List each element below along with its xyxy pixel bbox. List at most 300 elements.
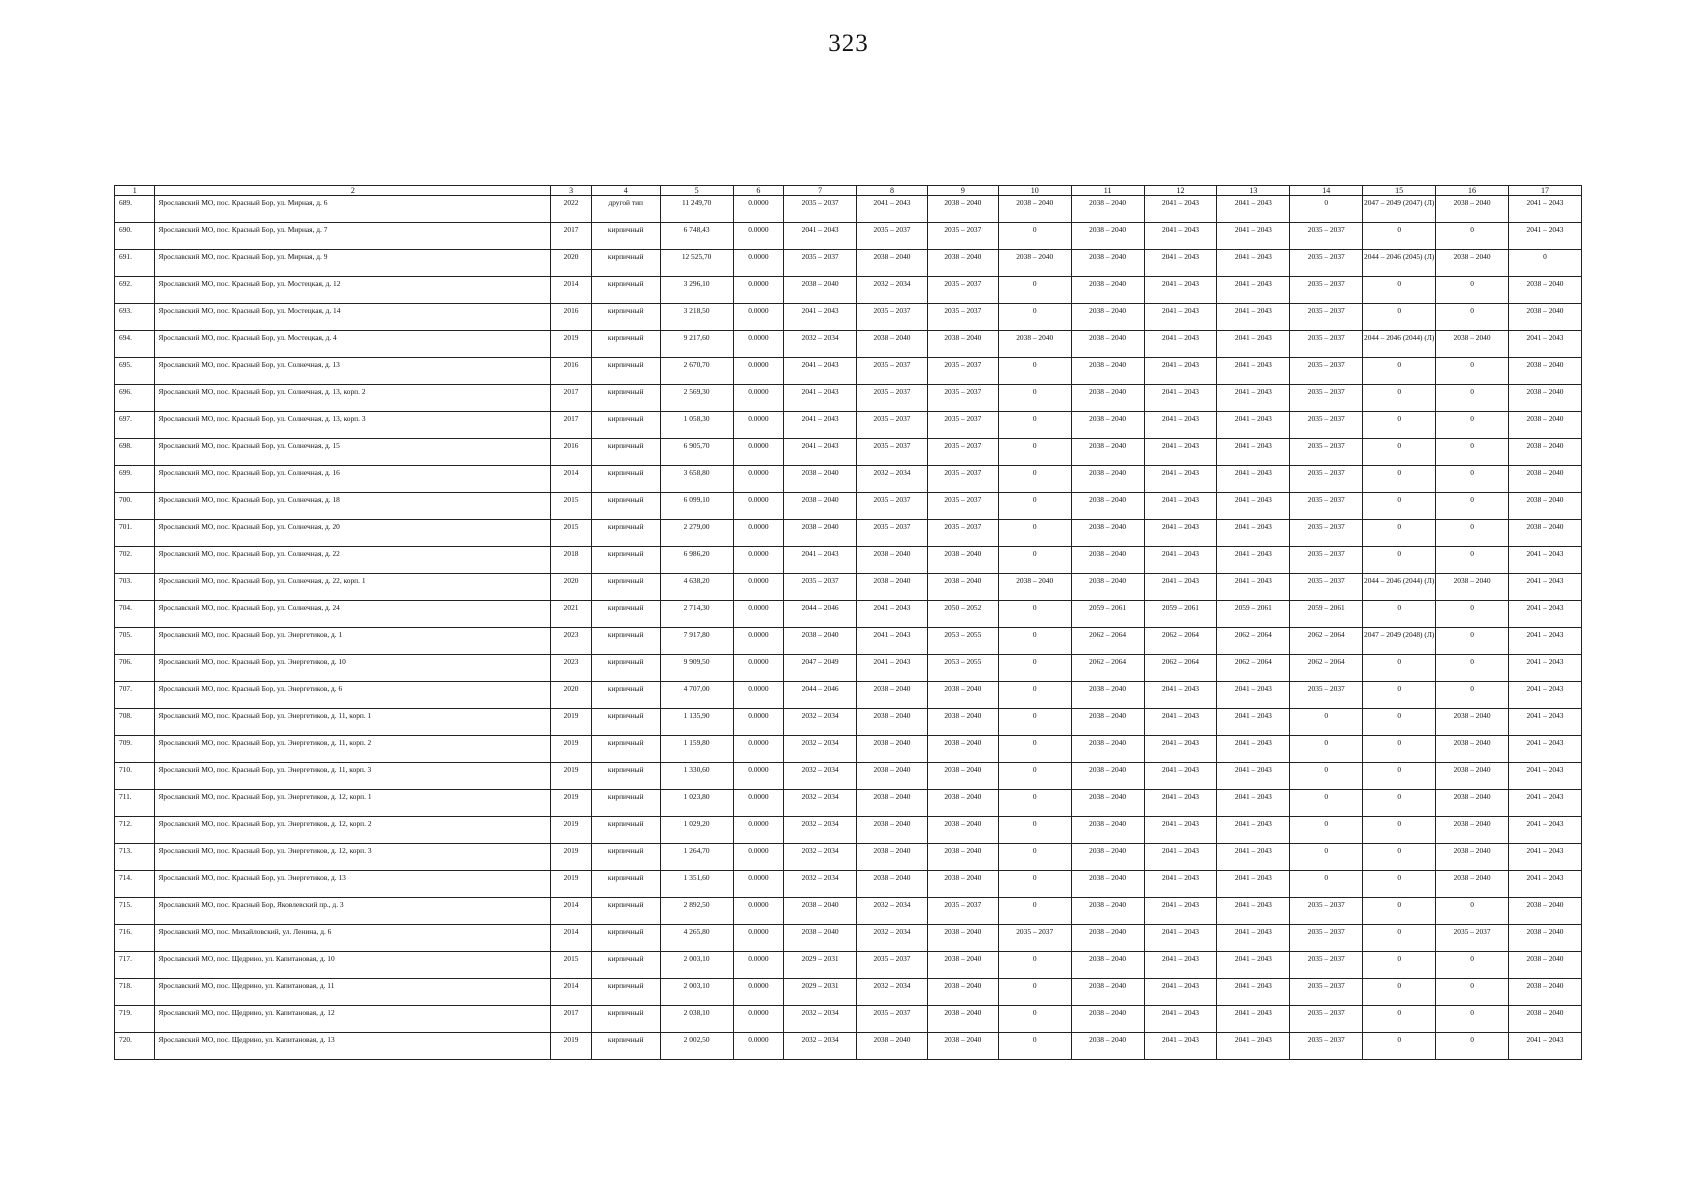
table-cell-col-13: 2062 – 2064 (1217, 628, 1290, 655)
table-cell-col-9: 2035 – 2037 (927, 898, 998, 925)
column-header-12: 12 (1144, 186, 1217, 196)
table-cell-col-5: 1 351,60 (660, 871, 733, 898)
table-cell-col-3: 2017 (551, 385, 591, 412)
table-cell-col-13: 2041 – 2043 (1217, 952, 1290, 979)
table-cell-col-3: 2023 (551, 628, 591, 655)
table-cell-col-4: кирпичный (591, 871, 660, 898)
table-cell-col-12: 2041 – 2043 (1144, 682, 1217, 709)
table-cell-col-9: 2038 – 2040 (927, 871, 998, 898)
table-cell-col-3: 2017 (551, 412, 591, 439)
column-header-14: 14 (1290, 186, 1363, 196)
table-cell-col-12: 2041 – 2043 (1144, 331, 1217, 358)
table-cell-col-8: 2038 – 2040 (857, 331, 928, 358)
column-header-1: 1 (115, 186, 155, 196)
table-cell-col-13: 2041 – 2043 (1217, 1006, 1290, 1033)
table-cell-col-16: 0 (1436, 898, 1509, 925)
table-cell-col-13: 2041 – 2043 (1217, 790, 1290, 817)
table-cell-col-15: 0 (1363, 304, 1436, 331)
table-cell-col-8: 2041 – 2043 (857, 628, 928, 655)
table-cell-col-15: 0 (1363, 871, 1436, 898)
table-cell-col-5: 1 058,30 (660, 412, 733, 439)
table-cell-col-4: кирпичный (591, 709, 660, 736)
table-cell-col-16: 2038 – 2040 (1436, 196, 1509, 223)
table-cell-col-13: 2041 – 2043 (1217, 196, 1290, 223)
table-cell-col-9: 2035 – 2037 (927, 223, 998, 250)
table-cell-col-7: 2032 – 2034 (784, 790, 857, 817)
table-row (115, 466, 1582, 493)
table-row (115, 439, 1582, 466)
table-cell-col-14: 2035 – 2037 (1290, 898, 1363, 925)
table-cell-col-3: 2015 (551, 520, 591, 547)
table-row (115, 1006, 1582, 1033)
table-cell-col-9: 2035 – 2037 (927, 385, 998, 412)
table-cell-col-2: Ярославский МО, пос. Красный Бор, ул. Солнечная, д. 13, корп. 2 (155, 385, 551, 412)
table-cell-col-8: 2038 – 2040 (857, 250, 928, 277)
table-cell-col-15: 0 (1363, 898, 1436, 925)
table-cell-col-17: 2041 – 2043 (1509, 628, 1582, 655)
table-cell-col-16: 0 (1436, 385, 1509, 412)
table-cell-col-6: 0.0000 (733, 250, 784, 277)
table-cell-col-11: 2038 – 2040 (1071, 682, 1144, 709)
table-cell-col-2: Ярославский МО, пос. Красный Бор, ул. Энергетиков, д. 6 (155, 682, 551, 709)
table-cell-col-17: 2041 – 2043 (1509, 1033, 1582, 1060)
table-cell-col-1: 707. (115, 682, 155, 709)
table-cell-col-1: 700. (115, 493, 155, 520)
table-cell-col-17: 2041 – 2043 (1509, 871, 1582, 898)
table-cell-col-10: 0 (998, 709, 1071, 736)
table-cell-col-7: 2044 – 2046 (784, 682, 857, 709)
table-cell-col-3: 2019 (551, 817, 591, 844)
table-cell-col-3: 2020 (551, 250, 591, 277)
table-cell-col-5: 12 525,70 (660, 250, 733, 277)
table-cell-col-2: Ярославский МО, пос. Красный Бор, Яковлевский пр., д. 3 (155, 898, 551, 925)
table-cell-col-15: 0 (1363, 520, 1436, 547)
table-cell-col-9: 2038 – 2040 (927, 682, 998, 709)
table-cell-col-8: 2032 – 2034 (857, 466, 928, 493)
table-cell-col-17: 2041 – 2043 (1509, 790, 1582, 817)
table-cell-col-9: 2053 – 2055 (927, 655, 998, 682)
table-cell-col-7: 2041 – 2043 (784, 547, 857, 574)
table-cell-col-8: 2035 – 2037 (857, 439, 928, 466)
table-cell-col-9: 2038 – 2040 (927, 925, 998, 952)
table-cell-col-4: кирпичный (591, 493, 660, 520)
table-cell-col-11: 2038 – 2040 (1071, 385, 1144, 412)
table-cell-col-17: 2041 – 2043 (1509, 196, 1582, 223)
table-cell-col-15: 0 (1363, 466, 1436, 493)
table-cell-col-12: 2041 – 2043 (1144, 304, 1217, 331)
table-cell-col-15: 0 (1363, 844, 1436, 871)
table-cell-col-7: 2041 – 2043 (784, 358, 857, 385)
table-cell-col-14: 2035 – 2037 (1290, 304, 1363, 331)
table-cell-col-6: 0.0000 (733, 1006, 784, 1033)
table-cell-col-8: 2038 – 2040 (857, 790, 928, 817)
table-cell-col-11: 2038 – 2040 (1071, 574, 1144, 601)
table-cell-col-15: 0 (1363, 817, 1436, 844)
table-cell-col-17: 2041 – 2043 (1509, 682, 1582, 709)
table-cell-col-1: 703. (115, 574, 155, 601)
table-cell-col-2: Ярославский МО, пос. Красный Бор, ул. Энергетиков, д. 11, корп. 1 (155, 709, 551, 736)
table-row (115, 358, 1582, 385)
table-cell-col-6: 0.0000 (733, 493, 784, 520)
table-cell-col-15: 0 (1363, 655, 1436, 682)
table-cell-col-7: 2029 – 2031 (784, 952, 857, 979)
table-cell-col-7: 2047 – 2049 (784, 655, 857, 682)
table-cell-col-16: 2038 – 2040 (1436, 871, 1509, 898)
table-cell-col-17: 2038 – 2040 (1509, 898, 1582, 925)
table-row (115, 520, 1582, 547)
table-cell-col-6: 0.0000 (733, 682, 784, 709)
table-cell-col-13: 2059 – 2061 (1217, 601, 1290, 628)
table-cell-col-13: 2041 – 2043 (1217, 331, 1290, 358)
table-body (115, 196, 1582, 1060)
table-cell-col-16: 0 (1436, 952, 1509, 979)
table-cell-col-4: кирпичный (591, 790, 660, 817)
table-cell-col-11: 2038 – 2040 (1071, 358, 1144, 385)
table-cell-col-17: 0 (1509, 250, 1582, 277)
table-cell-col-16: 2038 – 2040 (1436, 250, 1509, 277)
table-row (115, 412, 1582, 439)
table-cell-col-3: 2019 (551, 844, 591, 871)
table-cell-col-17: 2038 – 2040 (1509, 520, 1582, 547)
table-cell-col-9: 2038 – 2040 (927, 196, 998, 223)
table-cell-col-13: 2041 – 2043 (1217, 385, 1290, 412)
table-cell-col-2: Ярославский МО, пос. Красный Бор, ул. Солнечная, д. 18 (155, 493, 551, 520)
table-cell-col-1: 720. (115, 1033, 155, 1060)
table-cell-col-17: 2041 – 2043 (1509, 601, 1582, 628)
table-cell-col-13: 2041 – 2043 (1217, 709, 1290, 736)
table-cell-col-1: 693. (115, 304, 155, 331)
table-cell-col-15: 0 (1363, 385, 1436, 412)
table-cell-col-14: 2035 – 2037 (1290, 1006, 1363, 1033)
table-row (115, 844, 1582, 871)
table-cell-col-5: 6 748,43 (660, 223, 733, 250)
table-cell-col-5: 6 099,10 (660, 493, 733, 520)
table-cell-col-10: 0 (998, 304, 1071, 331)
table-cell-col-5: 11 249,70 (660, 196, 733, 223)
table-cell-col-7: 2041 – 2043 (784, 385, 857, 412)
table-cell-col-11: 2038 – 2040 (1071, 844, 1144, 871)
table-cell-col-14: 0 (1290, 817, 1363, 844)
table-cell-col-11: 2038 – 2040 (1071, 520, 1144, 547)
table-cell-col-14: 2035 – 2037 (1290, 979, 1363, 1006)
table-cell-col-10: 2038 – 2040 (998, 250, 1071, 277)
table-cell-col-1: 692. (115, 277, 155, 304)
table-cell-col-11: 2038 – 2040 (1071, 763, 1144, 790)
column-header-8: 8 (857, 186, 928, 196)
table-cell-col-5: 6 986,20 (660, 547, 733, 574)
table-cell-col-14: 2035 – 2037 (1290, 952, 1363, 979)
table-cell-col-10: 0 (998, 385, 1071, 412)
table-cell-col-14: 2059 – 2061 (1290, 601, 1363, 628)
table-cell-col-17: 2041 – 2043 (1509, 331, 1582, 358)
table-cell-col-2: Ярославский МО, пос. Красный Бор, ул. Энергетиков, д. 10 (155, 655, 551, 682)
table-cell-col-6: 0.0000 (733, 871, 784, 898)
table-cell-col-14: 2035 – 2037 (1290, 493, 1363, 520)
table-cell-col-15: 0 (1363, 223, 1436, 250)
table-cell-col-15: 0 (1363, 709, 1436, 736)
table-cell-col-17: 2041 – 2043 (1509, 223, 1582, 250)
table-cell-col-7: 2032 – 2034 (784, 817, 857, 844)
table-cell-col-17: 2038 – 2040 (1509, 412, 1582, 439)
table-cell-col-8: 2032 – 2034 (857, 979, 928, 1006)
table-cell-col-9: 2035 – 2037 (927, 358, 998, 385)
table-cell-col-13: 2041 – 2043 (1217, 1033, 1290, 1060)
table-row (115, 196, 1582, 223)
table-row (115, 790, 1582, 817)
table-cell-col-15: 2047 – 2049 (2048) (Л) (1363, 628, 1436, 655)
table-cell-col-8: 2035 – 2037 (857, 223, 928, 250)
table-cell-col-13: 2041 – 2043 (1217, 304, 1290, 331)
table-cell-col-13: 2041 – 2043 (1217, 925, 1290, 952)
table-cell-col-10: 0 (998, 547, 1071, 574)
table-cell-col-13: 2041 – 2043 (1217, 979, 1290, 1006)
table-cell-col-9: 2038 – 2040 (927, 763, 998, 790)
table-cell-col-3: 2021 (551, 601, 591, 628)
table-row (115, 1033, 1582, 1060)
table-cell-col-17: 2038 – 2040 (1509, 304, 1582, 331)
table-cell-col-9: 2038 – 2040 (927, 979, 998, 1006)
table-cell-col-15: 2047 – 2049 (2047) (Л) (1363, 196, 1436, 223)
table-cell-col-2: Ярославский МО, пос. Красный Бор, ул. Мостецкая, д. 12 (155, 277, 551, 304)
table-cell-col-2: Ярославский МО, пос. Красный Бор, ул. Солнечная, д. 22, корп. 1 (155, 574, 551, 601)
table-cell-col-13: 2041 – 2043 (1217, 439, 1290, 466)
table-cell-col-6: 0.0000 (733, 979, 784, 1006)
table-cell-col-17: 2041 – 2043 (1509, 655, 1582, 682)
table-cell-col-4: кирпичный (591, 385, 660, 412)
table-cell-col-11: 2038 – 2040 (1071, 412, 1144, 439)
table-cell-col-8: 2038 – 2040 (857, 871, 928, 898)
table-cell-col-1: 698. (115, 439, 155, 466)
table-cell-col-11: 2038 – 2040 (1071, 439, 1144, 466)
table-cell-col-9: 2038 – 2040 (927, 1033, 998, 1060)
table-cell-col-15: 0 (1363, 682, 1436, 709)
table-cell-col-10: 0 (998, 358, 1071, 385)
table-cell-col-12: 2041 – 2043 (1144, 790, 1217, 817)
table-cell-col-11: 2038 – 2040 (1071, 952, 1144, 979)
table-cell-col-12: 2041 – 2043 (1144, 925, 1217, 952)
table-cell-col-17: 2038 – 2040 (1509, 493, 1582, 520)
table-cell-col-5: 2 569,30 (660, 385, 733, 412)
header-row (115, 186, 1582, 196)
table-cell-col-16: 2038 – 2040 (1436, 817, 1509, 844)
table-cell-col-3: 2014 (551, 979, 591, 1006)
table-cell-col-14: 2035 – 2037 (1290, 925, 1363, 952)
table-cell-col-14: 0 (1290, 871, 1363, 898)
table-cell-col-4: кирпичный (591, 358, 660, 385)
table-cell-col-16: 0 (1436, 304, 1509, 331)
table-cell-col-9: 2038 – 2040 (927, 709, 998, 736)
table-cell-col-17: 2041 – 2043 (1509, 763, 1582, 790)
table-cell-col-3: 2022 (551, 196, 591, 223)
table-cell-col-11: 2038 – 2040 (1071, 736, 1144, 763)
table-cell-col-16: 0 (1436, 1033, 1509, 1060)
table-cell-col-9: 2035 – 2037 (927, 277, 998, 304)
table-cell-col-14: 0 (1290, 763, 1363, 790)
table-cell-col-4: кирпичный (591, 439, 660, 466)
table-row (115, 601, 1582, 628)
table-cell-col-9: 2038 – 2040 (927, 574, 998, 601)
table-row (115, 979, 1582, 1006)
table-cell-col-1: 714. (115, 871, 155, 898)
table-cell-col-17: 2038 – 2040 (1509, 466, 1582, 493)
table-cell-col-4: кирпичный (591, 250, 660, 277)
table-cell-col-17: 2038 – 2040 (1509, 439, 1582, 466)
table-cell-col-1: 697. (115, 412, 155, 439)
table-cell-col-5: 1 135,90 (660, 709, 733, 736)
table-cell-col-7: 2035 – 2037 (784, 574, 857, 601)
table-cell-col-6: 0.0000 (733, 790, 784, 817)
table-cell-col-10: 0 (998, 601, 1071, 628)
table-cell-col-8: 2035 – 2037 (857, 493, 928, 520)
table-cell-col-6: 0.0000 (733, 817, 784, 844)
table-cell-col-4: кирпичный (591, 520, 660, 547)
table-cell-col-10: 0 (998, 952, 1071, 979)
table-cell-col-10: 0 (998, 763, 1071, 790)
table-cell-col-1: 718. (115, 979, 155, 1006)
table-cell-col-7: 2038 – 2040 (784, 520, 857, 547)
table-row (115, 277, 1582, 304)
table-cell-col-2: Ярославский МО, пос. Красный Бор, ул. Энергетиков, д. 11, корп. 2 (155, 736, 551, 763)
table-row (115, 628, 1582, 655)
column-header-4: 4 (591, 186, 660, 196)
table-cell-col-9: 2038 – 2040 (927, 1006, 998, 1033)
table-cell-col-17: 2038 – 2040 (1509, 1006, 1582, 1033)
table-cell-col-2: Ярославский МО, пос. Красный Бор, ул. Солнечная, д. 13, корп. 3 (155, 412, 551, 439)
table-cell-col-8: 2038 – 2040 (857, 763, 928, 790)
table-cell-col-16: 0 (1436, 682, 1509, 709)
table-cell-col-15: 2044 – 2046 (2044) (Л) (1363, 574, 1436, 601)
table-cell-col-17: 2038 – 2040 (1509, 979, 1582, 1006)
table-cell-col-16: 2038 – 2040 (1436, 331, 1509, 358)
table-cell-col-3: 2016 (551, 304, 591, 331)
table-cell-col-12: 2041 – 2043 (1144, 574, 1217, 601)
table-cell-col-5: 2 003,10 (660, 979, 733, 1006)
table-cell-col-7: 2032 – 2034 (784, 1033, 857, 1060)
table-cell-col-1: 708. (115, 709, 155, 736)
table-cell-col-5: 4 265,80 (660, 925, 733, 952)
table-cell-col-6: 0.0000 (733, 439, 784, 466)
table-cell-col-8: 2041 – 2043 (857, 601, 928, 628)
table-row (115, 898, 1582, 925)
table-cell-col-3: 2017 (551, 1006, 591, 1033)
table-cell-col-5: 3 658,80 (660, 466, 733, 493)
table-cell-col-1: 715. (115, 898, 155, 925)
table-cell-col-16: 0 (1436, 628, 1509, 655)
table-cell-col-6: 0.0000 (733, 277, 784, 304)
table-cell-col-10: 0 (998, 898, 1071, 925)
table-cell-col-12: 2041 – 2043 (1144, 844, 1217, 871)
table-cell-col-3: 2016 (551, 439, 591, 466)
table-cell-col-1: 695. (115, 358, 155, 385)
table-cell-col-17: 2038 – 2040 (1509, 277, 1582, 304)
table-cell-col-1: 709. (115, 736, 155, 763)
table-cell-col-13: 2041 – 2043 (1217, 574, 1290, 601)
table-cell-col-13: 2041 – 2043 (1217, 763, 1290, 790)
table-cell-col-6: 0.0000 (733, 547, 784, 574)
table-cell-col-12: 2041 – 2043 (1144, 1033, 1217, 1060)
table-cell-col-9: 2038 – 2040 (927, 736, 998, 763)
table-cell-col-11: 2038 – 2040 (1071, 304, 1144, 331)
table-cell-col-14: 2035 – 2037 (1290, 682, 1363, 709)
table-cell-col-16: 0 (1436, 655, 1509, 682)
table-cell-col-2: Ярославский МО, пос. Красный Бор, ул. Мирная, д. 7 (155, 223, 551, 250)
table-cell-col-14: 2035 – 2037 (1290, 520, 1363, 547)
table-cell-col-8: 2035 – 2037 (857, 520, 928, 547)
table-cell-col-8: 2038 – 2040 (857, 574, 928, 601)
table-cell-col-15: 0 (1363, 439, 1436, 466)
table-cell-col-1: 691. (115, 250, 155, 277)
table-cell-col-4: кирпичный (591, 601, 660, 628)
table-cell-col-11: 2038 – 2040 (1071, 331, 1144, 358)
table-cell-col-16: 2035 – 2037 (1436, 925, 1509, 952)
table-cell-col-4: кирпичный (591, 655, 660, 682)
table-cell-col-16: 0 (1436, 223, 1509, 250)
table-cell-col-4: кирпичный (591, 979, 660, 1006)
table-cell-col-12: 2041 – 2043 (1144, 223, 1217, 250)
table-cell-col-7: 2032 – 2034 (784, 1006, 857, 1033)
table-cell-col-2: Ярославский МО, пос. Красный Бор, ул. Мостецкая, д. 14 (155, 304, 551, 331)
table-cell-col-15: 0 (1363, 1033, 1436, 1060)
table-cell-col-3: 2014 (551, 466, 591, 493)
table-cell-col-14: 0 (1290, 196, 1363, 223)
table-cell-col-8: 2035 – 2037 (857, 412, 928, 439)
column-header-3: 3 (551, 186, 591, 196)
table-cell-col-6: 0.0000 (733, 358, 784, 385)
table-cell-col-11: 2038 – 2040 (1071, 547, 1144, 574)
table-cell-col-6: 0.0000 (733, 763, 784, 790)
table-cell-col-14: 2035 – 2037 (1290, 466, 1363, 493)
table-cell-col-3: 2019 (551, 709, 591, 736)
table-cell-col-16: 0 (1436, 547, 1509, 574)
table-cell-col-16: 2038 – 2040 (1436, 709, 1509, 736)
table-cell-col-15: 0 (1363, 547, 1436, 574)
table-cell-col-3: 2019 (551, 1033, 591, 1060)
table-cell-col-12: 2041 – 2043 (1144, 763, 1217, 790)
table-cell-col-17: 2041 – 2043 (1509, 844, 1582, 871)
table-cell-col-2: Ярославский МО, пос. Красный Бор, ул. Энергетиков, д. 12, корп. 2 (155, 817, 551, 844)
table-cell-col-1: 690. (115, 223, 155, 250)
table-cell-col-7: 2032 – 2034 (784, 871, 857, 898)
table-cell-col-9: 2053 – 2055 (927, 628, 998, 655)
table-cell-col-4: кирпичный (591, 817, 660, 844)
column-header-11: 11 (1071, 186, 1144, 196)
table-cell-col-9: 2035 – 2037 (927, 304, 998, 331)
table-cell-col-5: 9 909,50 (660, 655, 733, 682)
table-cell-col-6: 0.0000 (733, 736, 784, 763)
table-cell-col-13: 2041 – 2043 (1217, 871, 1290, 898)
table-cell-col-6: 0.0000 (733, 196, 784, 223)
table-cell-col-2: Ярославский МО, пос. Красный Бор, ул. Энергетиков, д. 1 (155, 628, 551, 655)
table-cell-col-14: 2035 – 2037 (1290, 277, 1363, 304)
table-cell-col-7: 2038 – 2040 (784, 925, 857, 952)
table-cell-col-2: Ярославский МО, пос. Красный Бор, ул. Солнечная, д. 24 (155, 601, 551, 628)
table-cell-col-6: 0.0000 (733, 466, 784, 493)
table-cell-col-17: 2038 – 2040 (1509, 358, 1582, 385)
table-cell-col-2: Ярославский МО, пос. Красный Бор, ул. Солнечная, д. 20 (155, 520, 551, 547)
table-cell-col-6: 0.0000 (733, 412, 784, 439)
table-row (115, 574, 1582, 601)
table-cell-col-11: 2038 – 2040 (1071, 709, 1144, 736)
table-cell-col-5: 2 002,50 (660, 1033, 733, 1060)
table-row (115, 547, 1582, 574)
table-cell-col-12: 2041 – 2043 (1144, 898, 1217, 925)
table-cell-col-2: Ярославский МО, пос. Щедрино, ул. Капитановая, д. 10 (155, 952, 551, 979)
table-cell-col-7: 2041 – 2043 (784, 439, 857, 466)
table-cell-col-3: 2019 (551, 331, 591, 358)
table-cell-col-11: 2038 – 2040 (1071, 250, 1144, 277)
table-cell-col-6: 0.0000 (733, 925, 784, 952)
column-header-6: 6 (733, 186, 784, 196)
